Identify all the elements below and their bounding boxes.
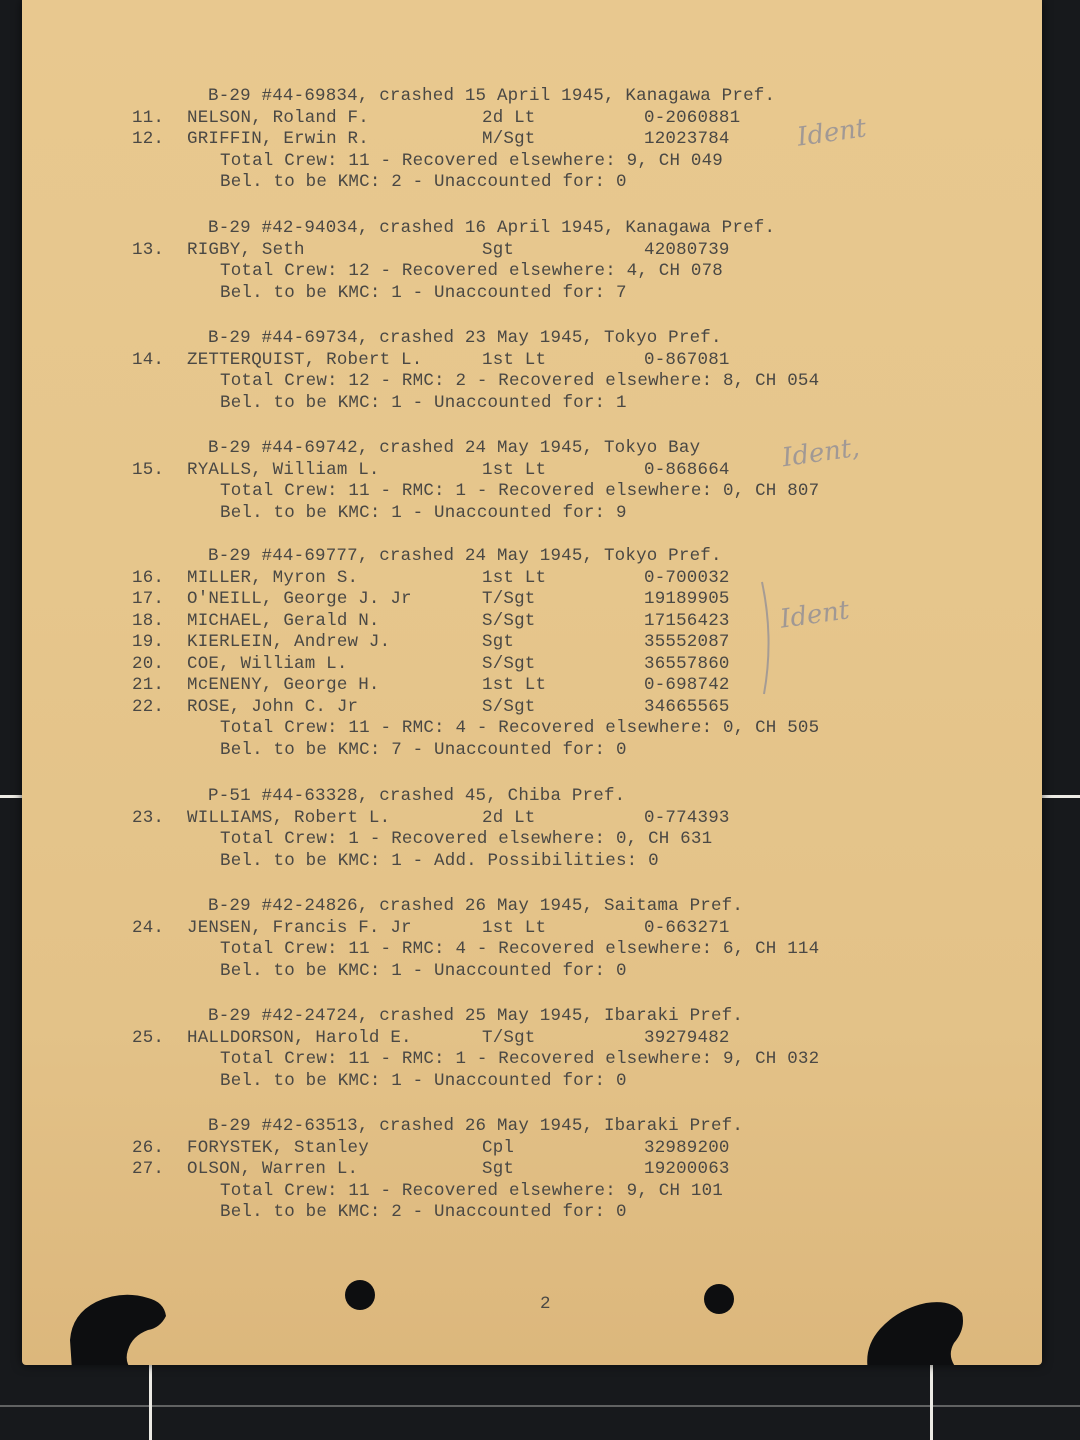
crew-name: GRIFFIN, Erwin R. [187, 129, 369, 149]
crew-rank: 1st Lt [482, 675, 547, 695]
mat-grid-line [930, 1365, 933, 1440]
entry-number: 25. [132, 1027, 165, 1048]
kmc-status-line: Bel. to be KMC: 1 - Unaccounted for: 1 [220, 392, 627, 413]
crew-serial: 39279482 [644, 1027, 730, 1048]
crew-serial: 19200063 [644, 1159, 730, 1179]
crew-serial: 34665565 [644, 696, 730, 717]
crew-entry-row [22, 611, 1022, 631]
kmc-status-line: Bel. to be KMC: 1 - Unaccounted for: 0 [220, 960, 627, 981]
crew-total-line: Total Crew: 12 - RMC: 2 - Recovered elsewhere: 8, CH 054 [220, 371, 820, 391]
aircraft-header: B-29 #42-24826, crashed 26 May 1945, Saitama Pref. [208, 896, 744, 916]
crew-serial: 35552087 [644, 632, 730, 652]
torn-corner [862, 1285, 992, 1365]
crew-rank: Sgt [482, 1159, 515, 1179]
crew-rank: 1st Lt [482, 459, 547, 480]
crew-serial: 12023784 [644, 129, 730, 149]
crew-serial: 0-867081 [644, 349, 730, 370]
crew-total-line: Total Crew: 11 - Recovered elsewhere: 9, CH 101 [220, 1180, 723, 1201]
crew-total-line: Total Crew: 11 - RMC: 4 - Recovered elsewhere: 0, CH 505 [220, 718, 820, 738]
crew-serial: 0-698742 [644, 675, 730, 695]
entry-number: 20. [132, 653, 165, 674]
crew-entry-row [22, 808, 1022, 828]
crew-rank: 1st Lt [482, 917, 547, 938]
entry-number: 26. [132, 1137, 165, 1158]
crew-rank: M/Sgt [482, 129, 536, 149]
crew-entry-row [22, 589, 1022, 609]
crew-name: ROSE, John C. Jr [187, 696, 359, 717]
crew-entry-row [22, 129, 1022, 149]
crew-rank: 2d Lt [482, 807, 536, 828]
aircraft-header: B-29 #42-94034, crashed 16 April 1945, Kanagawa Pref. [208, 218, 776, 238]
aircraft-header: B-29 #44-69777, crashed 24 May 1945, Tokyo Pref. [208, 546, 722, 566]
crew-serial: 42080739 [644, 239, 730, 260]
aircraft-header: P-51 #44-63328, crashed 45, Chiba Pref. [208, 786, 626, 806]
mat-grid-line [0, 795, 22, 798]
entry-number: 12. [132, 129, 165, 149]
crew-rank: S/Sgt [482, 653, 536, 674]
crew-name: ZETTERQUIST, Robert L. [187, 349, 423, 370]
crew-rank: Sgt [482, 239, 515, 260]
crew-total-line: Total Crew: 11 - Recovered elsewhere: 9, CH 049 [220, 150, 723, 171]
crew-name: WILLIAMS, Robert L. [187, 807, 391, 828]
crew-rank: S/Sgt [482, 610, 536, 631]
crew-serial: 17156423 [644, 610, 730, 631]
crew-serial: 0-774393 [644, 807, 730, 828]
mat-grid-line [149, 1365, 152, 1440]
crew-name: RIGBY, Seth [187, 239, 305, 260]
kmc-status-line: Bel. to be KMC: 1 - Unaccounted for: 0 [220, 1070, 627, 1091]
entry-number: 14. [132, 349, 165, 370]
crew-serial: 19189905 [644, 589, 730, 609]
entry-number: 24. [132, 917, 165, 938]
crew-name: COE, William L. [187, 653, 348, 674]
page-number: 2 [540, 1294, 551, 1314]
entry-number: 21. [132, 675, 165, 695]
crew-serial: 0-700032 [644, 567, 730, 588]
crew-entry-row [22, 675, 1022, 695]
crew-rank: 1st Lt [482, 349, 547, 370]
aircraft-header: B-29 #42-24724, crashed 25 May 1945, Ibaraki Pref. [208, 1006, 744, 1026]
crew-entry-row [22, 632, 1022, 652]
entry-number: 11. [132, 107, 165, 128]
crew-entry-row [22, 568, 1022, 588]
crew-serial: 0-2060881 [644, 107, 741, 128]
crew-entry-row [22, 1159, 1022, 1179]
aircraft-header: B-29 #44-69834, crashed 15 April 1945, Kanagawa Pref. [208, 86, 776, 106]
document-page [22, 0, 1042, 1365]
crew-rank: T/Sgt [482, 589, 536, 609]
crew-total-line: Total Crew: 12 - Recovered elsewhere: 4, CH 078 [220, 261, 723, 281]
crew-entry-row [22, 697, 1022, 717]
crew-name: OLSON, Warren L. [187, 1159, 359, 1179]
entry-number: 19. [132, 632, 165, 652]
entry-number: 16. [132, 567, 165, 588]
kmc-status-line: Bel. to be KMC: 2 - Unaccounted for: 0 [220, 172, 627, 192]
crew-total-line: Total Crew: 11 - RMC: 1 - Recovered elsewhere: 0, CH 807 [220, 481, 820, 501]
crew-name: JENSEN, Francis F. Jr [187, 917, 412, 938]
torn-corner [52, 1280, 192, 1365]
crew-serial: 36557860 [644, 653, 730, 674]
handwritten-note: Ident [795, 113, 869, 153]
kmc-status-line: Bel. to be KMC: 7 - Unaccounted for: 0 [220, 739, 627, 760]
document-body [22, 0, 1042, 1365]
crew-name: HALLDORSON, Harold E. [187, 1027, 412, 1048]
punch-hole [704, 1284, 734, 1314]
crew-total-line: Total Crew: 11 - RMC: 1 - Recovered elsewhere: 9, CH 032 [220, 1049, 820, 1069]
entry-number: 22. [132, 696, 165, 717]
crew-entry-row [22, 460, 1022, 480]
aircraft-header: B-29 #44-69742, crashed 24 May 1945, Tokyo Bay [208, 438, 701, 458]
crew-entry-row [22, 1028, 1022, 1048]
crew-rank: S/Sgt [482, 696, 536, 717]
crew-entry-row [22, 1138, 1022, 1158]
crew-entry-row [22, 240, 1022, 260]
aircraft-header: B-29 #42-63513, crashed 26 May 1945, Ibaraki Pref. [208, 1116, 744, 1136]
crew-rank: Cpl [482, 1137, 515, 1158]
crew-serial: 32989200 [644, 1137, 730, 1158]
handwritten-note: Ident [778, 595, 852, 635]
crew-total-line: Total Crew: 1 - Recovered elsewhere: 0, CH 631 [220, 829, 713, 849]
crew-serial: 0-663271 [644, 917, 730, 938]
entry-number: 23. [132, 807, 165, 828]
crew-serial: 0-868664 [644, 459, 730, 480]
crew-total-line: Total Crew: 11 - RMC: 4 - Recovered elsewhere: 6, CH 114 [220, 939, 820, 959]
crew-rank: 2d Lt [482, 107, 536, 128]
crew-name: McENENY, George H. [187, 675, 380, 695]
crew-name: FORYSTEK, Stanley [187, 1137, 369, 1158]
mat-grid-line [0, 1405, 1080, 1407]
kmc-status-line: Bel. to be KMC: 2 - Unaccounted for: 0 [220, 1202, 627, 1222]
crew-rank: Sgt [482, 632, 515, 652]
crew-entry-row [22, 918, 1022, 938]
crew-name: KIERLEIN, Andrew J. [187, 632, 391, 652]
crew-name: MILLER, Myron S. [187, 567, 359, 588]
crew-entry-row [22, 350, 1022, 370]
handwritten-bracket [758, 578, 778, 698]
crew-entry-row [22, 108, 1022, 128]
entry-number: 17. [132, 589, 165, 609]
aircraft-header: B-29 #44-69734, crashed 23 May 1945, Tokyo Pref. [208, 328, 722, 348]
entry-number: 27. [132, 1159, 165, 1179]
crew-rank: T/Sgt [482, 1027, 536, 1048]
crew-name: NELSON, Roland F. [187, 107, 369, 128]
kmc-status-line: Bel. to be KMC: 1 - Add. Possibilities: 0 [220, 850, 659, 871]
crew-entry-row [22, 654, 1022, 674]
mat-grid-line [1042, 795, 1080, 798]
punch-hole [345, 1280, 375, 1310]
crew-name: MICHAEL, Gerald N. [187, 610, 380, 631]
crew-name: RYALLS, William L. [187, 459, 380, 480]
kmc-status-line: Bel. to be KMC: 1 - Unaccounted for: 9 [220, 502, 627, 523]
entry-number: 13. [132, 239, 165, 260]
crew-name: O'NEILL, George J. Jr [187, 589, 412, 609]
handwritten-note: Ident, [780, 432, 862, 474]
entry-number: 18. [132, 610, 165, 631]
entry-number: 15. [132, 459, 165, 480]
kmc-status-line: Bel. to be KMC: 1 - Unaccounted for: 7 [220, 282, 627, 303]
crew-rank: 1st Lt [482, 567, 547, 588]
